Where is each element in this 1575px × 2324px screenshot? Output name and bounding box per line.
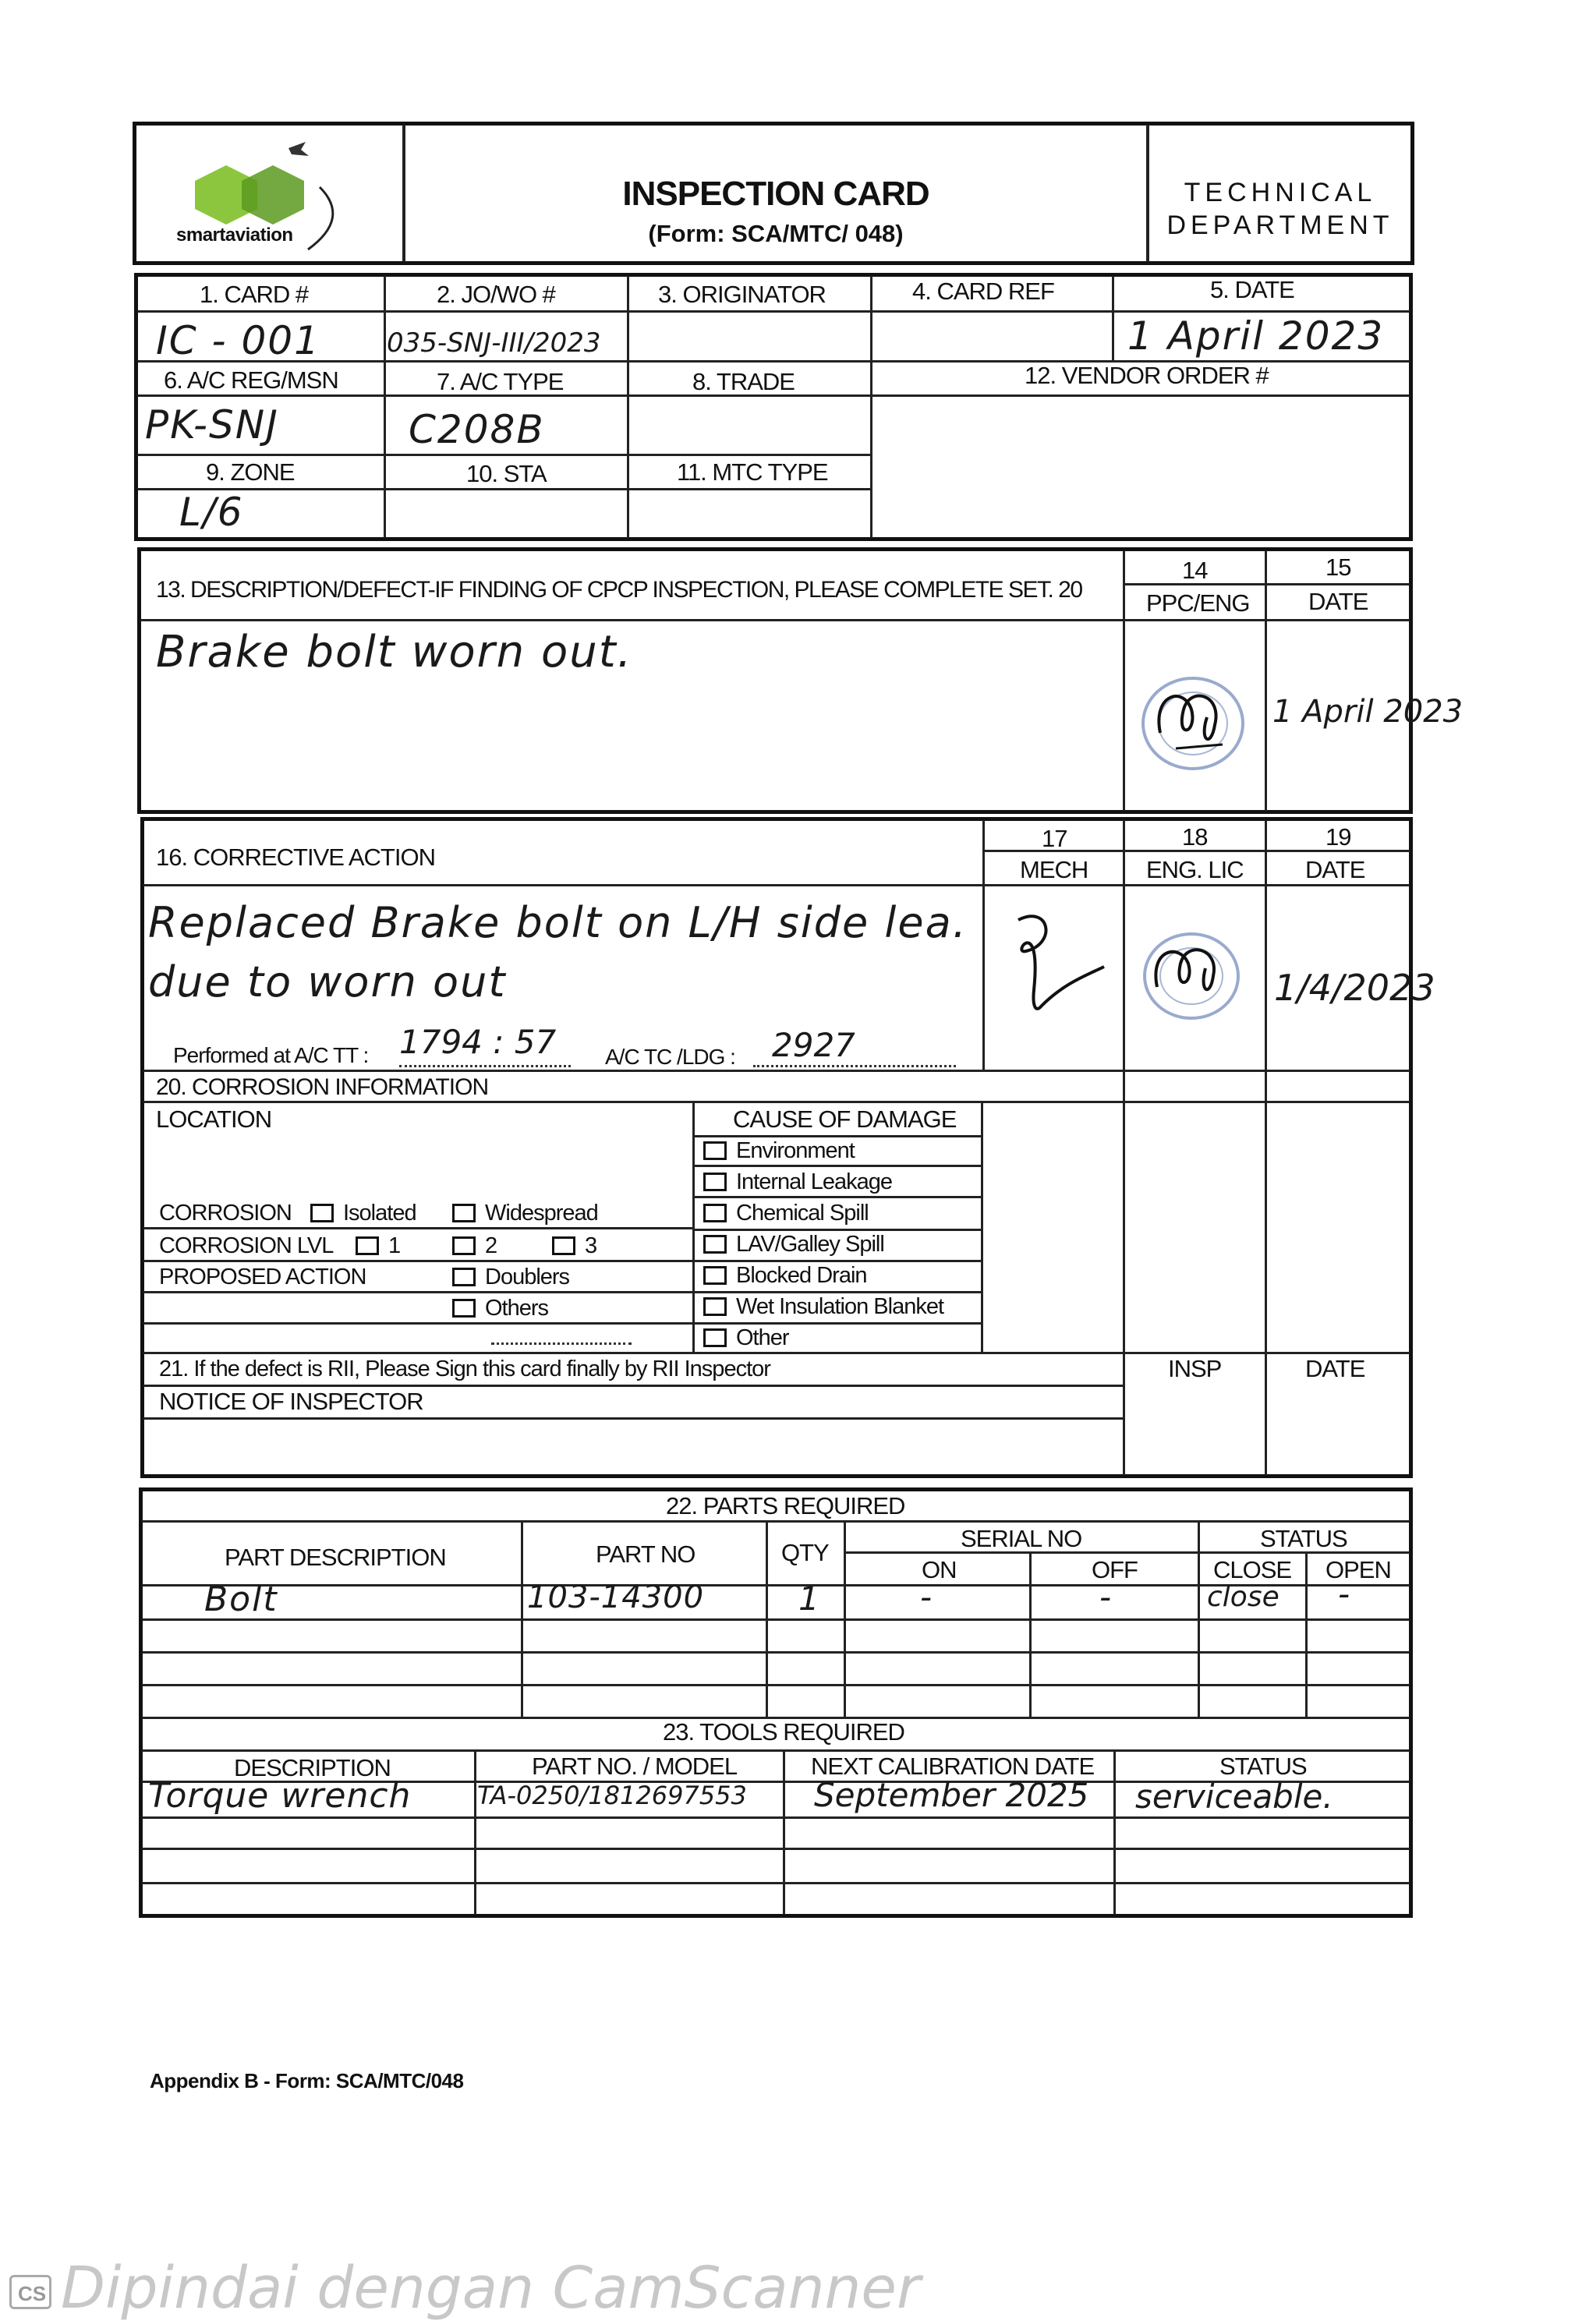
tools-col-line <box>474 1751 476 1915</box>
cause-lav-galley-spill[interactable] <box>703 1233 884 1256</box>
cause-row-line <box>692 1322 981 1325</box>
corrosion-info-label: 20. CORROSION INFORMATION <box>156 1074 489 1100</box>
vendor-order-label: 12. VENDOR ORDER # <box>1025 362 1269 389</box>
part-row-serial-off: - <box>1099 1578 1113 1616</box>
parts-row-line <box>142 1684 1410 1686</box>
jo-wo-label: 2. JO/WO # <box>437 281 555 308</box>
scanner-badge <box>9 2275 51 2309</box>
cause-wet-insulation-text: Wet Insulation Blanket <box>736 1294 944 1319</box>
tt-dotted-line <box>399 1065 571 1067</box>
checkbox[interactable] <box>703 1204 727 1222</box>
corrosion-subheader-line <box>143 1101 1410 1103</box>
col15-number: 15 <box>1325 554 1351 581</box>
description-subheader-line <box>1124 583 1410 585</box>
cause-row-line <box>692 1229 981 1231</box>
proposed-others-text: Others <box>485 1296 549 1321</box>
parts-col-line <box>1029 1551 1032 1717</box>
info-col-line <box>870 276 872 538</box>
cause-row-line <box>692 1165 981 1167</box>
corrective-action-label: 16. CORRECTIVE ACTION <box>156 844 435 871</box>
ldg-label: A/C TC /LDG : <box>605 1045 735 1069</box>
originator-label: 3. ORIGINATOR <box>658 281 826 308</box>
serial-on-header: ON <box>922 1556 957 1583</box>
ac-type-label: 7. A/C TYPE <box>437 368 564 395</box>
proposed-others[interactable] <box>452 1297 548 1320</box>
appendix-footer: Appendix B - Form: SCA/MTC/048 <box>150 2069 464 2092</box>
part-number-header: PART NO <box>596 1540 695 1568</box>
status-header: STATUS <box>1260 1525 1347 1552</box>
tool-description-header: DESCRIPTION <box>234 1754 391 1781</box>
tools-col-line <box>783 1751 785 1915</box>
tool-row-status: serviceable. <box>1135 1777 1333 1816</box>
rii-top-line <box>143 1352 1410 1354</box>
cause-row-line <box>692 1291 981 1293</box>
ac-type-value: C208B <box>409 407 545 452</box>
zone-label: 9. ZONE <box>206 458 295 486</box>
tools-row-line <box>142 1882 1410 1884</box>
tools-row-line <box>142 1848 1410 1850</box>
checkbox[interactable] <box>452 1236 476 1255</box>
corrosion-widespread[interactable] <box>452 1202 598 1225</box>
mtc-type-label: 11. MTC TYPE <box>677 458 828 486</box>
jo-wo-value: 035-SNJ-III/2023 <box>387 327 601 359</box>
cause-internal-leakage-text: Internal Leakage <box>736 1169 893 1194</box>
parts-row-line <box>142 1651 1410 1654</box>
corrective-header-line <box>143 884 1410 886</box>
info-row-line <box>137 488 870 490</box>
col18-number: 18 <box>1182 823 1208 851</box>
checkbox[interactable] <box>452 1268 476 1286</box>
scanner-badge-text: CS <box>18 2282 47 2305</box>
date-value: 1 April 2023 <box>1127 313 1385 359</box>
cause-blocked-drain-text: Blocked Drain <box>736 1263 867 1288</box>
part-description-header: PART DESCRIPTION <box>225 1544 446 1571</box>
tool-model-header: PART NO. / MODEL <box>532 1753 738 1780</box>
parts-col-line <box>1305 1551 1308 1717</box>
inspector-date-label: DATE <box>1305 1355 1365 1382</box>
checkbox[interactable] <box>703 1173 727 1191</box>
info-row-line <box>137 454 870 456</box>
cause-of-damage-label: CAUSE OF DAMAGE <box>733 1105 957 1133</box>
col19-number: 19 <box>1325 823 1351 851</box>
date-label: 5. DATE <box>1210 276 1294 303</box>
col14-number: 14 <box>1182 557 1208 584</box>
corrosion-level-1-text: 1 <box>388 1233 401 1258</box>
inspector-label: INSP <box>1168 1355 1222 1382</box>
corrective-action-line-2: due to worn out <box>148 957 507 1006</box>
serial-off-header: OFF <box>1092 1556 1138 1583</box>
part-row-qty: 1 <box>798 1579 821 1618</box>
col14-label: PPC/ENG <box>1146 589 1250 617</box>
description-date-value: 1 April 2023 <box>1272 694 1464 730</box>
info-row-line <box>870 394 1410 397</box>
corrosion-level-3[interactable] <box>552 1235 596 1258</box>
tools-title-line <box>142 1749 1410 1752</box>
parts-title-line <box>142 1520 1410 1523</box>
ppc-engineer-signature-stamp <box>1129 663 1262 787</box>
corrosion-row-line <box>143 1322 692 1325</box>
card-no-label: 1. CARD # <box>200 281 309 308</box>
tool-calibration-header: NEXT CALIBRATION DATE <box>811 1753 1095 1780</box>
cause-row-line <box>692 1196 981 1198</box>
tools-col-line <box>1113 1751 1116 1915</box>
col18-label: ENG. LIC <box>1146 856 1244 883</box>
notice-of-inspector-label: NOTICE OF INSPECTOR <box>159 1388 423 1415</box>
part-row-status-open: - <box>1338 1575 1352 1613</box>
cause-chemical-spill-text: Chemical Spill <box>736 1201 869 1226</box>
rii-instruction: 21. If the defect is RII, Please Sign this card finally by RII Inspector <box>159 1357 770 1381</box>
notice-bottom-line <box>143 1417 1123 1420</box>
corrosion-level-3-text: 3 <box>585 1233 597 1258</box>
col15-label: DATE <box>1308 588 1368 615</box>
cause-col-right-line <box>981 1102 983 1352</box>
cause-blocked-drain[interactable] <box>703 1265 867 1287</box>
description-header-line <box>140 619 1410 621</box>
status-open-header: OPEN <box>1325 1556 1391 1583</box>
corrosion-row-line <box>143 1260 692 1262</box>
checkbox[interactable] <box>703 1266 727 1285</box>
parts-row-line <box>142 1618 1410 1621</box>
cause-lav-galley-spill-text: LAV/Galley Spill <box>736 1232 884 1257</box>
info-row-line <box>137 310 1410 313</box>
location-label: LOCATION <box>156 1105 272 1133</box>
tt-value: 1794 : 57 <box>399 1023 557 1061</box>
cause-environment[interactable] <box>703 1140 855 1162</box>
description-col-line <box>1123 550 1125 811</box>
card-no-value: IC - 001 <box>156 318 320 363</box>
cause-environment-text: Environment <box>736 1138 855 1163</box>
checkbox[interactable] <box>552 1236 575 1255</box>
zone-value: L/6 <box>179 490 244 535</box>
qty-header: QTY <box>781 1539 829 1566</box>
engineer-license-signature-stamp <box>1129 917 1262 1034</box>
corrosion-widespread-text: Widespread <box>485 1201 598 1226</box>
cause-row-line <box>692 1135 981 1137</box>
checkbox[interactable] <box>452 1204 476 1222</box>
corrective-col-line <box>1123 820 1125 1475</box>
proposed-others-dotted-line <box>491 1342 632 1345</box>
checkbox[interactable] <box>310 1204 334 1222</box>
ac-reg-label: 6. A/C REG/MSN <box>164 366 338 394</box>
serial-no-header: SERIAL NO <box>961 1525 1082 1552</box>
sta-label: 10. STA <box>466 460 547 487</box>
card-ref-label: 4. CARD REF <box>912 278 1054 305</box>
part-row-status-close: close <box>1207 1581 1279 1613</box>
cause-col-left-line <box>692 1102 695 1352</box>
cause-wet-insulation[interactable] <box>703 1296 943 1318</box>
corrosion-row-line <box>143 1227 692 1229</box>
corrective-action-line-1: Replaced Brake bolt on L/H side lea. <box>148 898 968 947</box>
page-title: INSPECTION CARD <box>622 175 929 213</box>
tool-row-description: Torque wrench <box>148 1776 412 1816</box>
logo-text: smartaviation <box>176 225 293 246</box>
col17-number: 17 <box>1042 825 1067 852</box>
info-col-line <box>384 276 386 538</box>
department-line-1: TECHNICAL <box>1184 178 1377 207</box>
ldg-value: 2927 <box>772 1026 855 1064</box>
part-row-serial-on: - <box>920 1578 934 1616</box>
corrosion-row-line <box>143 1291 692 1293</box>
corrosion-level-2[interactable] <box>452 1235 497 1258</box>
proposed-doublers-text: Doublers <box>485 1265 570 1289</box>
corrective-col-line <box>1265 820 1267 1475</box>
checkbox[interactable] <box>452 1299 476 1318</box>
cause-row-line <box>692 1260 981 1262</box>
checkbox[interactable] <box>703 1235 727 1254</box>
info-col-line <box>1112 276 1114 360</box>
corrective-col-line <box>982 820 985 1070</box>
tt-label: Performed at A/C TT : <box>173 1043 369 1067</box>
part-row-number: 103-14300 <box>527 1579 705 1615</box>
mechanic-signature <box>987 897 1120 1029</box>
cause-internal-leakage[interactable] <box>703 1171 892 1194</box>
col17-label: MECH <box>1020 856 1088 883</box>
scanner-watermark: Dipindai dengan CamScanner <box>61 2255 921 2322</box>
checkbox[interactable] <box>703 1297 727 1316</box>
tool-status-header: STATUS <box>1219 1753 1307 1780</box>
ac-reg-value: PK-SNJ <box>145 402 279 447</box>
tool-row-model: TA-0250/1812697553 <box>477 1781 747 1810</box>
corrosion-header-line <box>143 1070 1410 1072</box>
corrosion-level-2-text: 2 <box>485 1233 497 1258</box>
parts-required-title: 22. PARTS REQUIRED <box>666 1492 905 1519</box>
proposed-doublers[interactable] <box>452 1266 569 1289</box>
corrective-date-value: 1/4/2023 <box>1274 967 1435 1009</box>
cause-other[interactable] <box>703 1327 789 1349</box>
corrosion-isolated-text: Isolated <box>343 1201 416 1226</box>
tools-row-line <box>142 1816 1410 1819</box>
corrosion-isolated[interactable] <box>310 1202 416 1225</box>
status-close-header: CLOSE <box>1213 1556 1292 1583</box>
company-logo <box>172 133 366 257</box>
defect-description-value: Brake bolt worn out. <box>156 627 633 677</box>
tool-row-calibration: September 2025 <box>814 1776 1089 1814</box>
ldg-dotted-line <box>753 1065 956 1067</box>
description-col-line <box>1265 550 1267 811</box>
info-col-line <box>627 276 629 538</box>
cause-chemical-spill[interactable] <box>703 1202 869 1225</box>
checkbox[interactable] <box>703 1141 727 1160</box>
col19-label: DATE <box>1305 856 1365 883</box>
tools-required-title: 23. TOOLS REQUIRED <box>663 1718 904 1746</box>
description-label: 13. DESCRIPTION/DEFECT-IF FINDING OF CPCP INSPECTION, PLEASE COMPLETE SET. 20 <box>156 577 1082 603</box>
proposed-action-label: PROPOSED ACTION <box>159 1265 366 1289</box>
checkbox[interactable] <box>356 1236 379 1255</box>
corrosion-level-label: CORROSION LVL <box>159 1233 334 1258</box>
rii-bottom-line <box>143 1385 1123 1387</box>
part-row-description: Bolt <box>204 1579 278 1619</box>
checkbox[interactable] <box>703 1328 727 1347</box>
trade-label: 8. TRADE <box>692 368 795 395</box>
department-line-2: DEPARTMENT <box>1166 210 1394 240</box>
cause-other-text: Other <box>736 1325 789 1350</box>
form-number: (Form: SCA/MTC/ 048) <box>648 220 904 247</box>
corrosion-level-1[interactable] <box>356 1235 400 1258</box>
corrosion-type-label: CORROSION <box>159 1201 292 1226</box>
